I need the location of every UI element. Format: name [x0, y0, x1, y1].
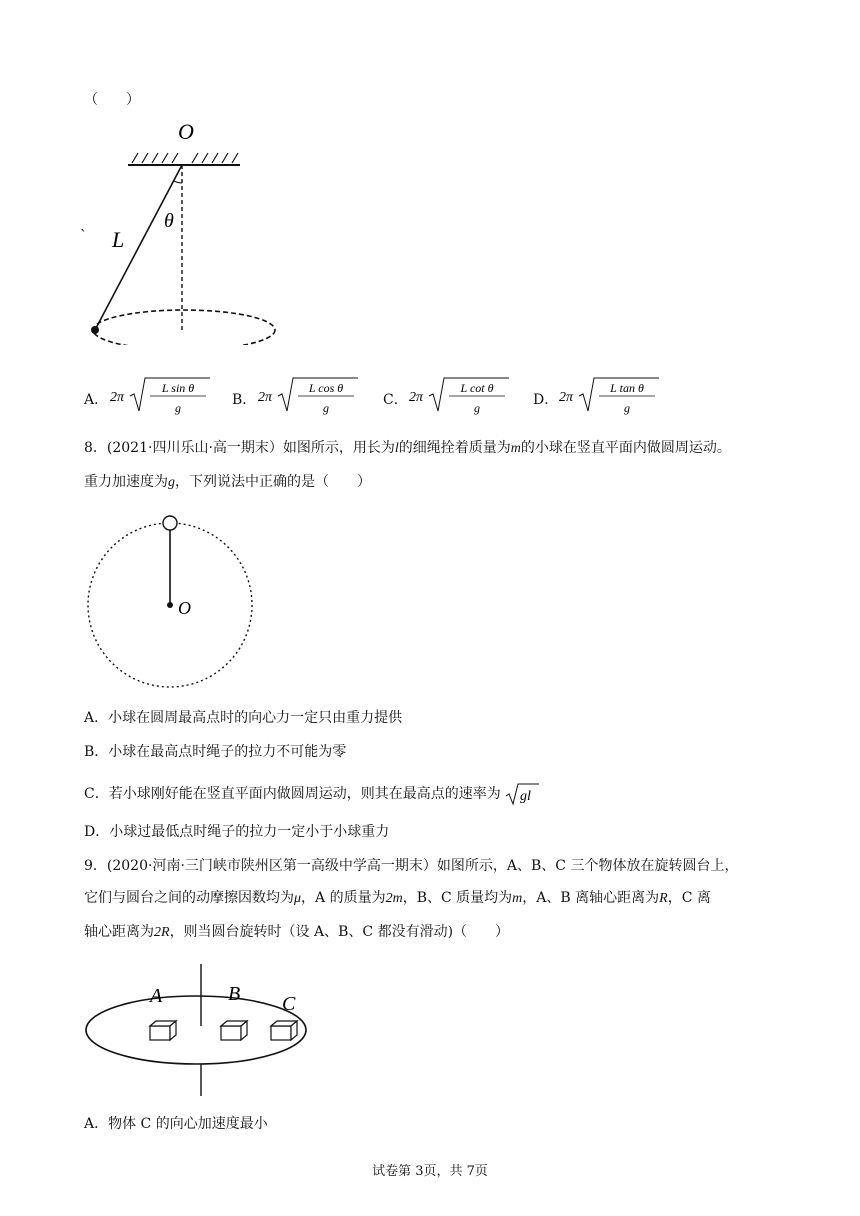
svg-text:g: g	[323, 401, 329, 415]
pendulum-ball	[91, 326, 99, 334]
q8-center-dot	[167, 602, 173, 608]
q9-label-b: B	[228, 983, 241, 1005]
q8-ball	[163, 516, 177, 530]
q7-option-d-label: D．	[533, 392, 559, 408]
svg-text:L tan θ: L tan θ	[610, 381, 644, 395]
q9-stem-line1: 9．(2020·河南·三门峡市陕州区第一高级中学高一期末）如图所示，A、B、C 三个物体放在旋转圆台上，	[84, 858, 739, 874]
q8-option-d[interactable]: D．小球过最低点时绳子的拉力一定小于小球重力	[84, 824, 390, 840]
svg-text:2π: 2π	[110, 390, 125, 405]
svg-text:2π: 2π	[409, 390, 424, 405]
q8-vertical-circle-diagram	[80, 508, 270, 698]
q7-option-b-label: B．	[232, 392, 257, 408]
svg-text:L sin θ: L sin θ	[161, 381, 195, 395]
q8-option-c-text: C．若小球刚好能在竖直平面内做圆周运动，则其在最高点的速率为	[84, 786, 501, 802]
q8-center-label: O	[178, 598, 191, 618]
q7-option-a-formula	[110, 376, 220, 420]
q8-option-c-sqrt	[505, 782, 541, 806]
q7-stray-mark: `	[80, 228, 87, 244]
q7-option-b-formula	[258, 376, 368, 420]
q8-option-b[interactable]: B．小球在最高点时绳子的拉力不可能为零	[84, 744, 347, 760]
q9-block-c	[271, 1021, 297, 1040]
q7-conical-pendulum-diagram	[80, 115, 290, 345]
q9-option-a[interactable]: A．物体 C 的向心加速度最小	[84, 1116, 268, 1132]
svg-text:2π: 2π	[258, 390, 273, 405]
svg-text:gl: gl	[520, 789, 532, 804]
q7-pivot-label: O	[178, 119, 194, 144]
svg-text:g: g	[474, 401, 480, 415]
q7-angle-label: θ	[164, 210, 174, 232]
q9-turntable-diagram	[84, 960, 324, 1100]
q7-option-c-formula	[409, 376, 519, 420]
svg-text:g: g	[624, 401, 630, 415]
q8-option-c[interactable]	[84, 782, 541, 806]
q7-length-label: L	[112, 227, 125, 252]
q7-answer-paren: （ ）	[84, 92, 140, 108]
svg-text:2π: 2π	[559, 390, 574, 405]
q7-option-d-formula	[559, 376, 669, 420]
q9-label-a: A	[150, 985, 163, 1007]
q9-block-b	[221, 1021, 247, 1040]
svg-text:g: g	[175, 401, 181, 415]
page-footer: 试卷第 3页，共 7页	[372, 1164, 488, 1179]
q7-option-a-label: A．	[84, 392, 109, 408]
q8-option-a[interactable]: A．小球在圆周最高点时的向心力一定只由重力提供	[84, 710, 403, 726]
svg-text:L cot θ: L cot θ	[460, 381, 494, 395]
q9-stem-line2: 它们与圆台之间的动摩擦因数均为μ，A 的质量为2m，B、C 质量均为m，A、B 离轴心距离为R，C 离	[84, 890, 711, 906]
q8-stem-line2: 重力加速度为g，下列说法中正确的是（ ）	[84, 474, 371, 490]
q7-option-c-label: C．	[383, 392, 408, 408]
svg-text:L cos θ: L cos θ	[308, 381, 344, 395]
q9-block-a	[150, 1021, 176, 1040]
q8-stem-line1: 8．(2021·四川乐山·高一期末）如图所示，用长为l的细绳拴着质量为m的小球在竖直平面内做圆周运动。	[84, 440, 731, 456]
q9-stem-line3: 轴心距离为2R，则当圆台旋转时（设 A、B、C 都没有滑动)（ ）	[84, 924, 510, 940]
q9-label-c: C	[282, 993, 296, 1015]
